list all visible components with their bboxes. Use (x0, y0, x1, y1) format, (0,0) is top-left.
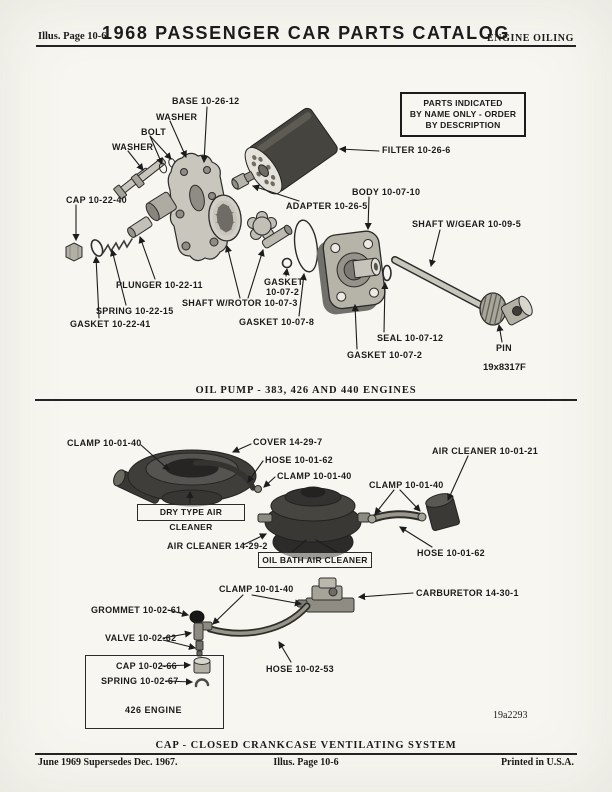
oil-pump-caption: OIL PUMP - 383, 426 AND 440 ENGINES (195, 385, 417, 396)
part-label-cover: COVER 14-29-7 (253, 437, 323, 447)
part-label-washer-1: WASHER (156, 112, 198, 122)
part-label-adapter: ADAPTER 10-26-5 (286, 201, 368, 211)
engine-426-label: 426 ENGINE (125, 705, 183, 715)
figure-number-ccv: 19a2293 (493, 710, 528, 721)
part-label-cap-ccv: CAP 10-02-66 (116, 661, 177, 671)
part-label-plunger: PLUNGER 10-22-11 (116, 280, 203, 290)
part-label-shaft-w-rotor: SHAFT W/ROTOR 10-07-3 (182, 298, 298, 308)
part-label-gasket-1078: GASKET 10-07-8 (239, 317, 315, 327)
part-label-pin: PIN (496, 343, 512, 353)
part-label-bolt: BOLT (141, 127, 167, 137)
part-label-valve: VALVE 10-02-62 (105, 633, 177, 643)
part-label-spring: SPRING 10-22-15 (96, 306, 174, 316)
part-label-gasket-1072: GASKET 10-07-2 (347, 350, 423, 360)
part-label-gasket-small-2: 10-07-2 (266, 287, 300, 297)
part-label-washer-2: WASHER (112, 142, 154, 152)
part-label-filter: FILTER 10-26-6 (382, 145, 451, 155)
dry-type-air-cleaner-box: DRY TYPE AIR CLEANER (137, 504, 245, 521)
part-label-hose-1: HOSE 10-01-62 (265, 455, 333, 465)
footer-rule (35, 753, 577, 755)
notice-line-2: BY NAME ONLY - ORDER (409, 109, 517, 119)
part-label-carburetor: CARBURETOR 14-30-1 (416, 588, 519, 598)
footer-illus-page: Illus. Page 10-6 (273, 757, 339, 768)
part-label-body: BODY 10-07-10 (352, 187, 421, 197)
notice-line-3: BY DESCRIPTION (425, 120, 501, 130)
ccv-caption: CAP - CLOSED CRANKCASE VENTILATING SYSTEM (155, 740, 457, 751)
header-illus-page: Illus. Page 10-6 (38, 31, 107, 42)
part-label-seal: SEAL 10-07-12 (377, 333, 444, 343)
notice-box (400, 92, 526, 137)
part-label-shaft-w-gear: SHAFT W/GEAR 10-09-5 (412, 219, 522, 229)
part-label-gasket-2241: GASKET 10-22-41 (70, 319, 151, 329)
part-label-cap: CAP 10-22-40 (66, 195, 127, 205)
part-label-clamp-2: CLAMP 10-01-40 (277, 471, 352, 481)
part-label-hose-2: HOSE 10-01-62 (417, 548, 485, 558)
part-label-air-cleaner-21: AIR CLEANER 10-01-21 (432, 446, 539, 456)
part-label-clamp-1: CLAMP 10-01-40 (67, 438, 142, 448)
notice-line-1: PARTS INDICATED (423, 98, 503, 108)
page-title: 1968 PASSENGER CAR PARTS CATALOG (102, 23, 510, 43)
part-label-gasket-small-1: GASKET (264, 277, 304, 287)
part-label-grommet: GROMMET 10-02-61 (91, 605, 182, 615)
part-label-spring-ccv: SPRING 10-02-67 (101, 676, 179, 686)
part-label-air-cleaner-1429: AIR CLEANER 14-29-2 (167, 541, 268, 551)
part-label-clamp-3: CLAMP 10-01-40 (369, 480, 444, 490)
part-label-hose-53: HOSE 10-02-53 (266, 664, 334, 674)
figure-number-oil-pump: 19x8317F (483, 362, 526, 373)
oil-bath-air-cleaner-box: OIL BATH AIR CLEANER (258, 552, 372, 568)
part-label-base: BASE 10-26-12 (172, 96, 240, 106)
footer-date: June 1969 Supersedes Dec. 1967. (38, 757, 178, 768)
part-label-clamp-4: CLAMP 10-01-40 (219, 584, 294, 594)
mid-rule (35, 399, 577, 401)
footer-printed-usa: Printed in U.S.A. (500, 757, 574, 768)
header-rule (36, 45, 576, 47)
header-section: ENGINE OILING (487, 33, 574, 44)
